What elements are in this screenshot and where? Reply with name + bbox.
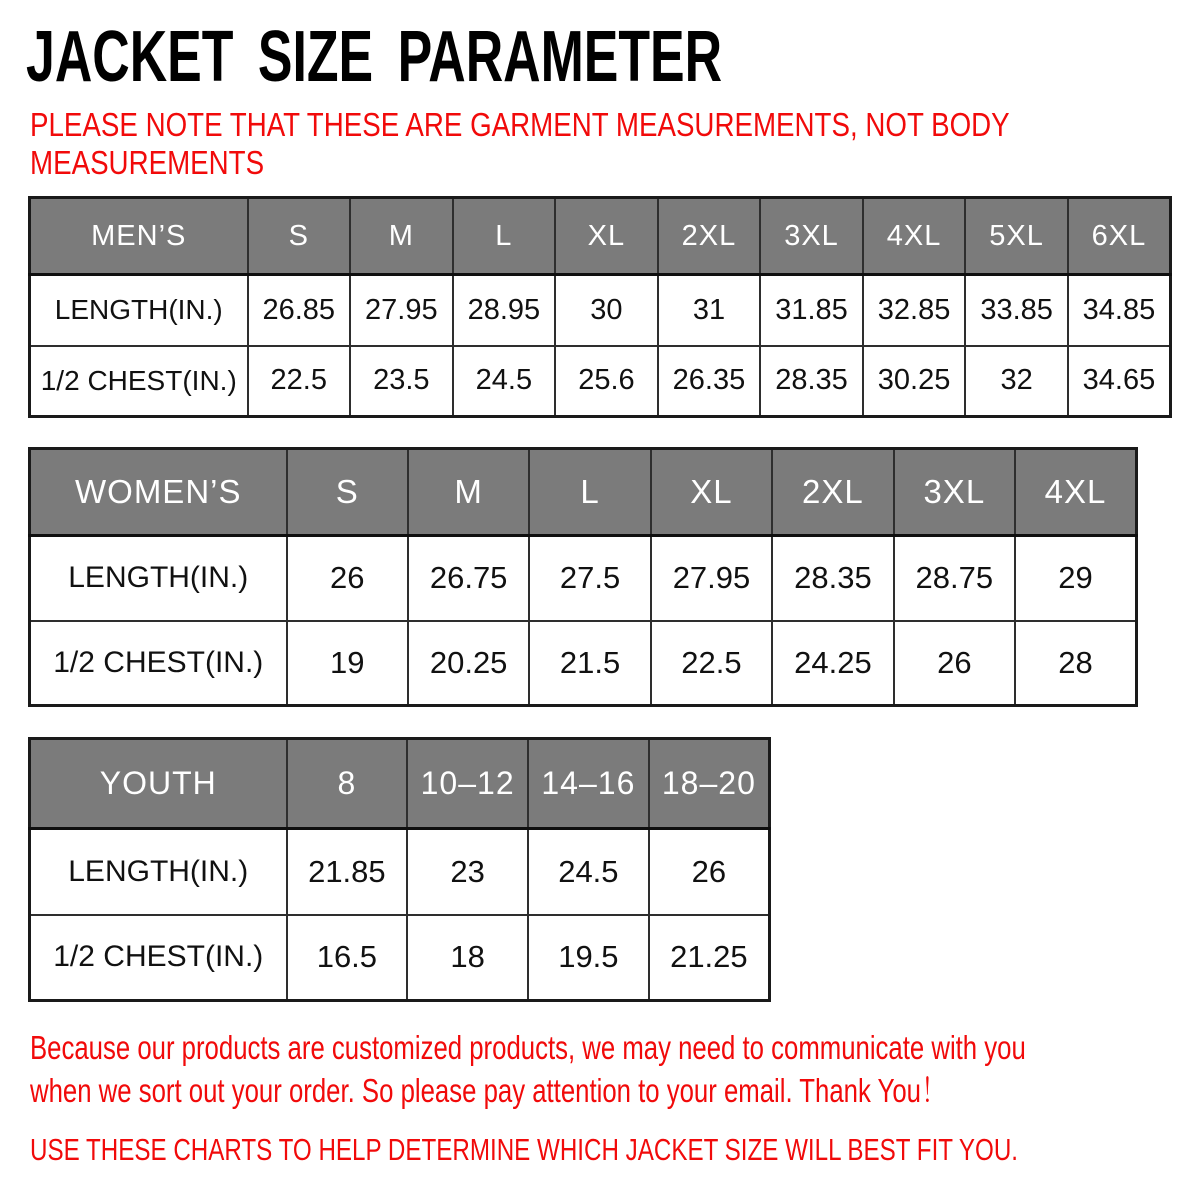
mens-half-chest-value-3xl: 28.35 [760,346,863,417]
womens-half-chest-row [30,621,1137,706]
mens-length-value-s: 26.85 [248,275,351,346]
youth-length-row [30,829,770,915]
mens-length-value-4xl: 32.85 [863,275,966,346]
mens-length-value-5xl: 33.85 [965,275,1068,346]
youth-size-table [28,737,771,1002]
mens-half-chest-value-6xl: 34.65 [1068,346,1171,417]
womens-size-header-m: M [408,449,529,536]
youth-length-label: LENGTH(IN.) [30,829,287,915]
womens-size-table [28,447,1138,707]
mens-half-chest-value-l: 24.5 [453,346,556,417]
garment-measurement-note [30,106,1196,182]
womens-table-title: WOMEN’S [30,449,287,536]
womens-half-chest-label: 1/2 CHEST(IN.) [30,621,287,706]
womens-size-header-xl: XL [651,449,772,536]
youth-half-chest-row [30,915,770,1001]
mens-length-value-6xl: 34.85 [1068,275,1171,346]
womens-half-chest-value-3xl: 26 [894,621,1015,706]
youth-half-chest-value-18-20: 21.25 [649,915,770,1001]
mens-header-row [30,198,1171,275]
mens-size-table [28,196,1172,418]
mens-half-chest-row [30,346,1171,417]
womens-half-chest-value-l: 21.5 [529,621,650,706]
womens-size-header-3xl: 3XL [894,449,1015,536]
womens-size-header-s: S [287,449,408,536]
youth-header-row [30,739,770,829]
mens-table-title: MEN’S [30,198,248,275]
youth-size-header-14-16: 14–16 [528,739,649,829]
womens-length-value-m: 26.75 [408,536,529,621]
womens-length-row [30,536,1137,621]
chart-usage-instruction-text: USE THESE CHARTS TO HELP DETERMINE WHICH JACKET SIZE WILL BEST FIT YOU. [30,1132,1019,1167]
womens-length-value-xl: 27.95 [651,536,772,621]
youth-half-chest-value-10-12: 18 [407,915,528,1001]
customization-contact-note-line-2: when we sort out your order. So please pay attention to your email. Thank You！ [30,1072,947,1109]
mens-length-value-l: 28.95 [453,275,556,346]
garment-measurement-note-line-2: MEASUREMENTS [30,144,265,181]
womens-length-value-3xl: 28.75 [894,536,1015,621]
mens-half-chest-value-5xl: 32 [965,346,1068,417]
womens-size-header-2xl: 2XL [772,449,893,536]
mens-half-chest-label: 1/2 CHEST(IN.) [30,346,248,417]
youth-length-value-14-16: 24.5 [528,829,649,915]
mens-size-header-s: S [248,198,351,275]
mens-size-header-2xl: 2XL [658,198,761,275]
youth-size-header-8: 8 [287,739,408,829]
womens-length-value-4xl: 29 [1015,536,1136,621]
mens-half-chest-value-s: 22.5 [248,346,351,417]
customization-contact-note [30,1026,1200,1112]
mens-length-row [30,275,1171,346]
mens-size-header-3xl: 3XL [760,198,863,275]
youth-length-value-10-12: 23 [407,829,528,915]
youth-half-chest-value-14-16: 19.5 [528,915,649,1001]
mens-length-value-2xl: 31 [658,275,761,346]
page-title [26,17,993,97]
womens-header-row [30,449,1137,536]
mens-length-value-m: 27.95 [350,275,453,346]
youth-size-header-10-12: 10–12 [407,739,528,829]
mens-length-label: LENGTH(IN.) [30,275,248,346]
mens-size-header-xl: XL [555,198,658,275]
womens-half-chest-value-xl: 22.5 [651,621,772,706]
youth-half-chest-value-8: 16.5 [287,915,408,1001]
womens-half-chest-value-2xl: 24.25 [772,621,893,706]
mens-half-chest-value-2xl: 26.35 [658,346,761,417]
womens-half-chest-value-s: 19 [287,621,408,706]
womens-size-header-4xl: 4XL [1015,449,1136,536]
garment-measurement-note-line-1: PLEASE NOTE THAT THESE ARE GARMENT MEASUREMENTS, NOT BODY [30,106,1010,143]
mens-size-header-4xl: 4XL [863,198,966,275]
mens-size-header-5xl: 5XL [965,198,1068,275]
youth-half-chest-label: 1/2 CHEST(IN.) [30,915,287,1001]
mens-length-value-xl: 30 [555,275,658,346]
mens-length-value-3xl: 31.85 [760,275,863,346]
womens-length-value-s: 26 [287,536,408,621]
mens-size-header-m: M [350,198,453,275]
womens-length-value-2xl: 28.35 [772,536,893,621]
youth-table-title: YOUTH [30,739,287,829]
womens-length-label: LENGTH(IN.) [30,536,287,621]
womens-size-header-l: L [529,449,650,536]
womens-length-value-l: 27.5 [529,536,650,621]
customization-contact-note-line-1: Because our products are customized products, we may need to communicate with you [30,1029,1026,1066]
mens-size-header-l: L [453,198,556,275]
youth-length-value-8: 21.85 [287,829,408,915]
womens-half-chest-value-m: 20.25 [408,621,529,706]
youth-length-value-18-20: 26 [649,829,770,915]
womens-half-chest-value-4xl: 28 [1015,621,1136,706]
youth-size-header-18-20: 18–20 [649,739,770,829]
mens-half-chest-value-xl: 25.6 [555,346,658,417]
mens-size-header-6xl: 6XL [1068,198,1171,275]
chart-usage-instruction [30,1132,1200,1168]
mens-half-chest-value-4xl: 30.25 [863,346,966,417]
page-title-text: JACKET SIZE PARAMETER [26,17,723,97]
mens-half-chest-value-m: 23.5 [350,346,453,417]
